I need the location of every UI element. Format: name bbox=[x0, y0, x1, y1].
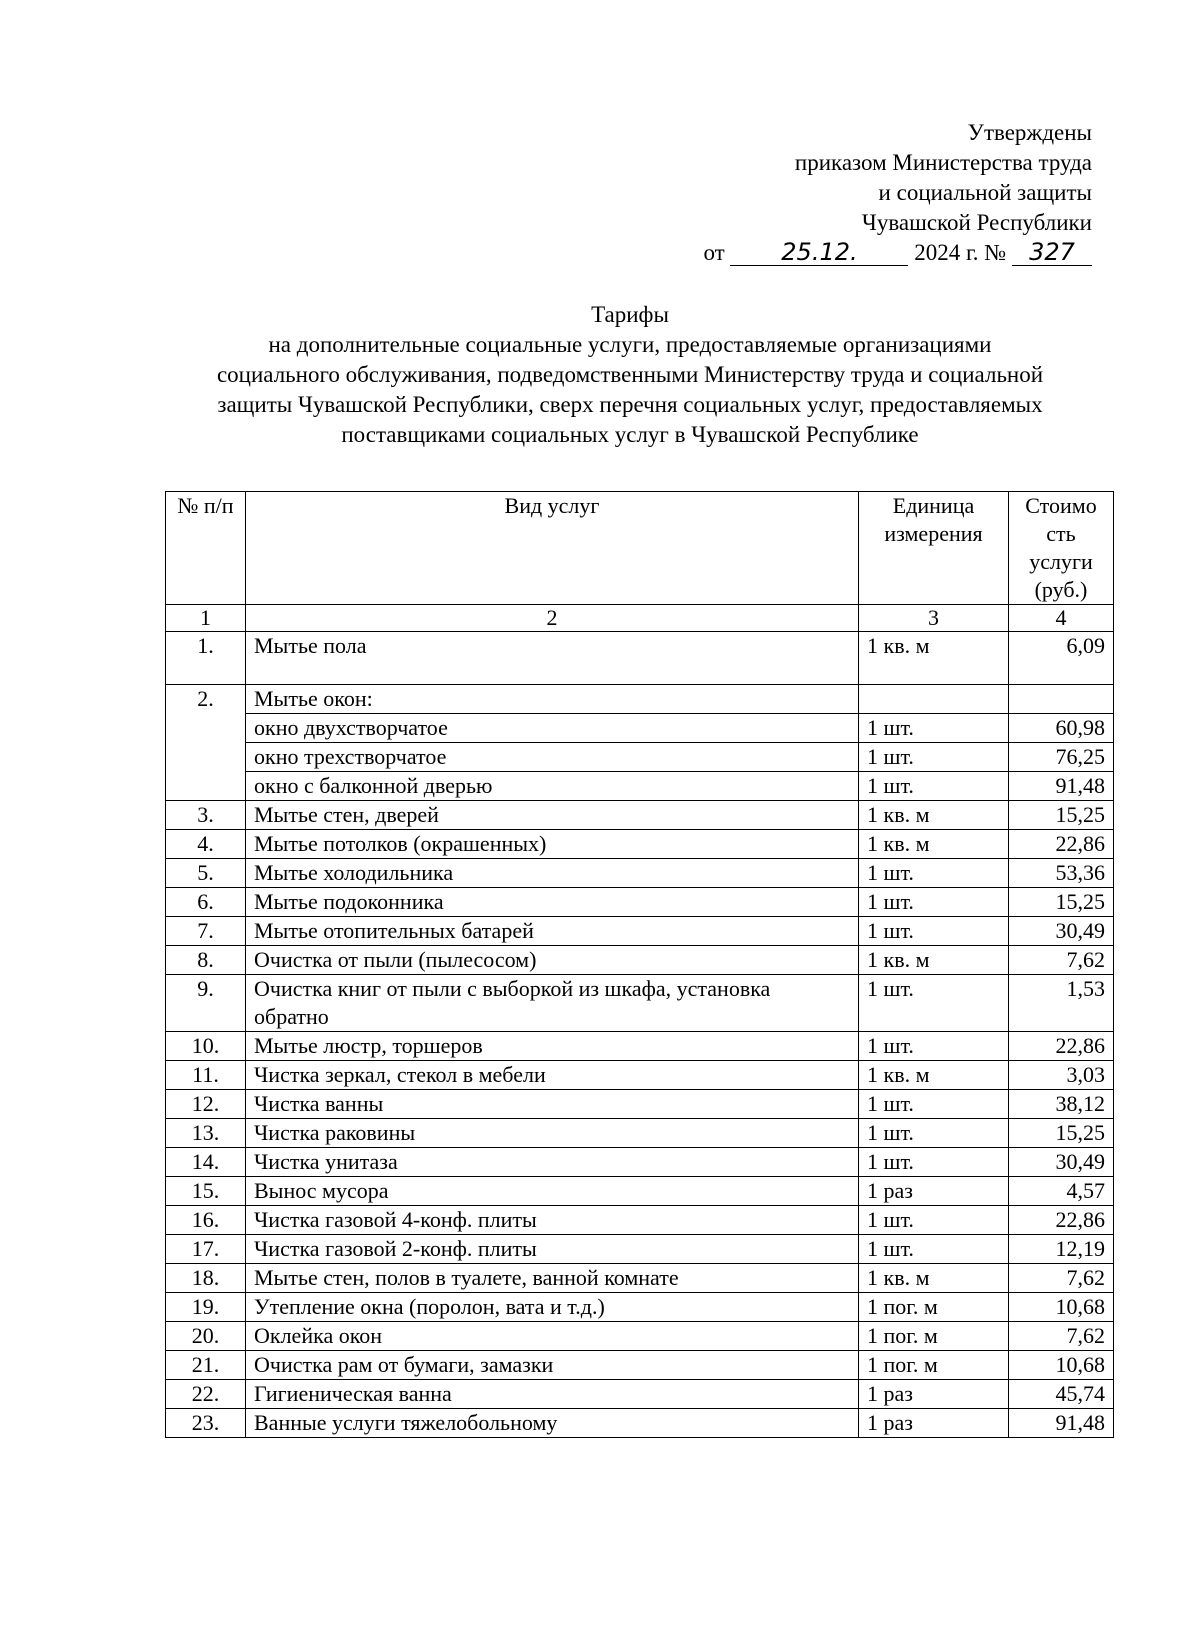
row-unit: 1 шт. bbox=[859, 1090, 1009, 1119]
row-service: Мытье потолков (окрашенных) bbox=[246, 830, 859, 859]
row-unit: 1 шт. bbox=[859, 714, 1009, 743]
table-row bbox=[166, 830, 1114, 859]
column-index: 2 bbox=[246, 605, 859, 632]
row-service: Очистка от пыли (пылесосом) bbox=[246, 946, 859, 975]
row-price bbox=[1009, 685, 1114, 714]
row-unit: 1 пог. м bbox=[859, 1293, 1009, 1322]
row-number: 4. bbox=[166, 830, 246, 859]
row-service: Мытье люстр, торшеров bbox=[246, 1032, 859, 1061]
row-service: окно двухстворчатое bbox=[246, 714, 859, 743]
table-row bbox=[166, 1293, 1114, 1322]
row-unit: 1 шт. bbox=[859, 975, 1009, 1032]
table-row bbox=[166, 632, 1114, 685]
row-price: 15,25 bbox=[1009, 888, 1114, 917]
row-number: 15. bbox=[166, 1177, 246, 1206]
row-unit: 1 пог. м bbox=[859, 1351, 1009, 1380]
header-num: № п/п bbox=[166, 492, 246, 605]
row-service: Мытье холодильника bbox=[246, 859, 859, 888]
row-unit: 1 кв. м bbox=[859, 830, 1009, 859]
title-line-3: защиты Чувашской Республики, сверх перечня социальных услуг, предоставляемых bbox=[217, 392, 1043, 417]
row-price: 30,49 bbox=[1009, 1148, 1114, 1177]
row-price: 10,68 bbox=[1009, 1351, 1114, 1380]
row-service: Очистка рам от бумаги, замазки bbox=[246, 1351, 859, 1380]
table-row bbox=[166, 1032, 1114, 1061]
row-service: Мытье стен, дверей bbox=[246, 801, 859, 830]
row-price: 91,48 bbox=[1009, 1409, 1114, 1438]
row-price: 6,09 bbox=[1009, 632, 1114, 685]
row-number: 14. bbox=[166, 1148, 246, 1177]
row-price: 45,74 bbox=[1009, 1380, 1114, 1409]
row-service: Оклейка окон bbox=[246, 1322, 859, 1351]
row-unit: 1 кв. м bbox=[859, 632, 1009, 685]
row-price: 7,62 bbox=[1009, 1264, 1114, 1293]
table-row bbox=[166, 685, 1114, 714]
header-service: Вид услуг bbox=[246, 492, 859, 605]
table-row bbox=[166, 1322, 1114, 1351]
table-row bbox=[166, 1264, 1114, 1293]
row-service: Мытье пола bbox=[246, 632, 859, 685]
row-service: Мытье отопительных батарей bbox=[246, 917, 859, 946]
row-price: 10,68 bbox=[1009, 1293, 1114, 1322]
row-service: Чистка газовой 2-конф. плиты bbox=[246, 1235, 859, 1264]
row-price: 38,12 bbox=[1009, 1090, 1114, 1119]
row-service: Чистка ванны bbox=[246, 1090, 859, 1119]
date-prefix: от bbox=[703, 240, 725, 265]
row-number bbox=[166, 772, 246, 801]
row-number: 7. bbox=[166, 917, 246, 946]
row-price: 22,86 bbox=[1009, 1032, 1114, 1061]
table-row bbox=[166, 1235, 1114, 1264]
row-service: Мытье подоконника bbox=[246, 888, 859, 917]
row-number: 1. bbox=[166, 632, 246, 685]
column-index: 3 bbox=[859, 605, 1009, 632]
row-price: 12,19 bbox=[1009, 1235, 1114, 1264]
row-price: 53,36 bbox=[1009, 859, 1114, 888]
title-heading: Тарифы bbox=[591, 302, 669, 327]
row-unit: 1 шт. bbox=[859, 917, 1009, 946]
row-unit: 1 кв. м bbox=[859, 1061, 1009, 1090]
table-row bbox=[166, 714, 1114, 743]
title-line-1: на дополнительные социальные услуги, предоставляемые организациями bbox=[268, 332, 992, 357]
row-number: 13. bbox=[166, 1119, 246, 1148]
approval-date-line bbox=[632, 238, 1092, 268]
row-unit: 1 кв. м bbox=[859, 801, 1009, 830]
row-price: 7,62 bbox=[1009, 946, 1114, 975]
row-number: 3. bbox=[166, 801, 246, 830]
row-unit: 1 пог. м bbox=[859, 1322, 1009, 1351]
table-row bbox=[166, 1090, 1114, 1119]
row-number: 8. bbox=[166, 946, 246, 975]
table-row bbox=[166, 1206, 1114, 1235]
row-service: Чистка газовой 4-конф. плиты bbox=[246, 1206, 859, 1235]
row-service: окно трехстворчатое bbox=[246, 743, 859, 772]
row-number bbox=[166, 743, 246, 772]
row-number bbox=[166, 714, 246, 743]
table-row bbox=[166, 1148, 1114, 1177]
table-row bbox=[166, 975, 1114, 1032]
table-row bbox=[166, 917, 1114, 946]
row-unit: 1 шт. bbox=[859, 772, 1009, 801]
table-row bbox=[166, 1177, 1114, 1206]
row-price: 22,86 bbox=[1009, 1206, 1114, 1235]
row-number: 22. bbox=[166, 1380, 246, 1409]
column-index: 4 bbox=[1009, 605, 1114, 632]
row-unit: 1 шт. bbox=[859, 1119, 1009, 1148]
table-row bbox=[166, 1380, 1114, 1409]
row-number: 10. bbox=[166, 1032, 246, 1061]
table-row bbox=[166, 859, 1114, 888]
title-line-2: социального обслуживания, подведомственными Министерству труда и социальной bbox=[216, 362, 1044, 387]
row-unit: 1 кв. м bbox=[859, 1264, 1009, 1293]
row-price: 4,57 bbox=[1009, 1177, 1114, 1206]
document-title bbox=[150, 300, 1110, 450]
row-service: Утепление окна (поролон, вата и т.д.) bbox=[246, 1293, 859, 1322]
row-price: 15,25 bbox=[1009, 801, 1114, 830]
table-row bbox=[166, 946, 1114, 975]
handwritten-order-number: 327 bbox=[1012, 239, 1092, 266]
row-service: Очистка книг от пыли с выборкой из шкафа, установка обратно bbox=[246, 975, 859, 1032]
row-service: Вынос мусора bbox=[246, 1177, 859, 1206]
row-number: 9. bbox=[166, 975, 246, 1032]
row-unit: 1 шт. bbox=[859, 1032, 1009, 1061]
row-service: Ванные услуги тяжелобольному bbox=[246, 1409, 859, 1438]
row-service: Мытье стен, полов в туалете, ванной комнате bbox=[246, 1264, 859, 1293]
row-number: 2. bbox=[166, 685, 246, 714]
table-row bbox=[166, 1061, 1114, 1090]
row-number: 21. bbox=[166, 1351, 246, 1380]
row-unit: 1 раз bbox=[859, 1380, 1009, 1409]
header-unit: Единица измерения bbox=[859, 492, 1009, 605]
row-number: 23. bbox=[166, 1409, 246, 1438]
row-unit: 1 шт. bbox=[859, 1235, 1009, 1264]
table-row bbox=[166, 1351, 1114, 1380]
row-unit: 1 шт. bbox=[859, 859, 1009, 888]
row-price: 22,86 bbox=[1009, 830, 1114, 859]
row-number: 11. bbox=[166, 1061, 246, 1090]
row-unit: 1 шт. bbox=[859, 1206, 1009, 1235]
row-unit: 1 раз bbox=[859, 1177, 1009, 1206]
approval-line-2: приказом Министерства труда bbox=[794, 150, 1092, 175]
year-text: 2024 г. № bbox=[914, 240, 1007, 265]
approval-line-3: и социальной защиты bbox=[878, 180, 1092, 205]
row-number: 5. bbox=[166, 859, 246, 888]
column-index-row bbox=[166, 605, 1114, 632]
row-number: 12. bbox=[166, 1090, 246, 1119]
row-service: Мытье окон: bbox=[246, 685, 859, 714]
row-unit bbox=[859, 685, 1009, 714]
table-row bbox=[166, 888, 1114, 917]
table-row bbox=[166, 743, 1114, 772]
row-price: 7,62 bbox=[1009, 1322, 1114, 1351]
table-row bbox=[166, 801, 1114, 830]
row-service: Гигиеническая ванна bbox=[246, 1380, 859, 1409]
row-service: Чистка унитаза bbox=[246, 1148, 859, 1177]
row-service: окно с балконной дверью bbox=[246, 772, 859, 801]
approval-block bbox=[632, 118, 1092, 268]
row-price: 60,98 bbox=[1009, 714, 1114, 743]
row-number: 20. bbox=[166, 1322, 246, 1351]
title-line-4: поставщиками социальных услуг в Чувашской Республике bbox=[341, 422, 919, 447]
table-row bbox=[166, 772, 1114, 801]
row-price: 3,03 bbox=[1009, 1061, 1114, 1090]
row-unit: 1 шт. bbox=[859, 743, 1009, 772]
table-row bbox=[166, 1119, 1114, 1148]
row-service: Чистка раковины bbox=[246, 1119, 859, 1148]
handwritten-date: 25.12. bbox=[730, 239, 908, 266]
row-unit: 1 шт. bbox=[859, 1148, 1009, 1177]
row-price: 1,53 bbox=[1009, 975, 1114, 1032]
header-cost: Стоимо сть услуги (руб.) bbox=[1009, 492, 1114, 605]
column-index: 1 bbox=[166, 605, 246, 632]
tariffs-table bbox=[165, 491, 1114, 1438]
approval-line-1: Утверждены bbox=[967, 120, 1092, 145]
table-header-row bbox=[166, 492, 1114, 605]
row-number: 19. bbox=[166, 1293, 246, 1322]
row-unit: 1 раз bbox=[859, 1409, 1009, 1438]
row-number: 18. bbox=[166, 1264, 246, 1293]
row-price: 30,49 bbox=[1009, 917, 1114, 946]
row-number: 16. bbox=[166, 1206, 246, 1235]
row-unit: 1 кв. м bbox=[859, 946, 1009, 975]
row-service: Чистка зеркал, стекол в мебели bbox=[246, 1061, 859, 1090]
row-price: 91,48 bbox=[1009, 772, 1114, 801]
approval-line-4: Чувашской Республики bbox=[861, 210, 1092, 235]
row-number: 6. bbox=[166, 888, 246, 917]
table-row bbox=[166, 1409, 1114, 1438]
row-price: 76,25 bbox=[1009, 743, 1114, 772]
row-number: 17. bbox=[166, 1235, 246, 1264]
row-unit: 1 шт. bbox=[859, 888, 1009, 917]
row-price: 15,25 bbox=[1009, 1119, 1114, 1148]
